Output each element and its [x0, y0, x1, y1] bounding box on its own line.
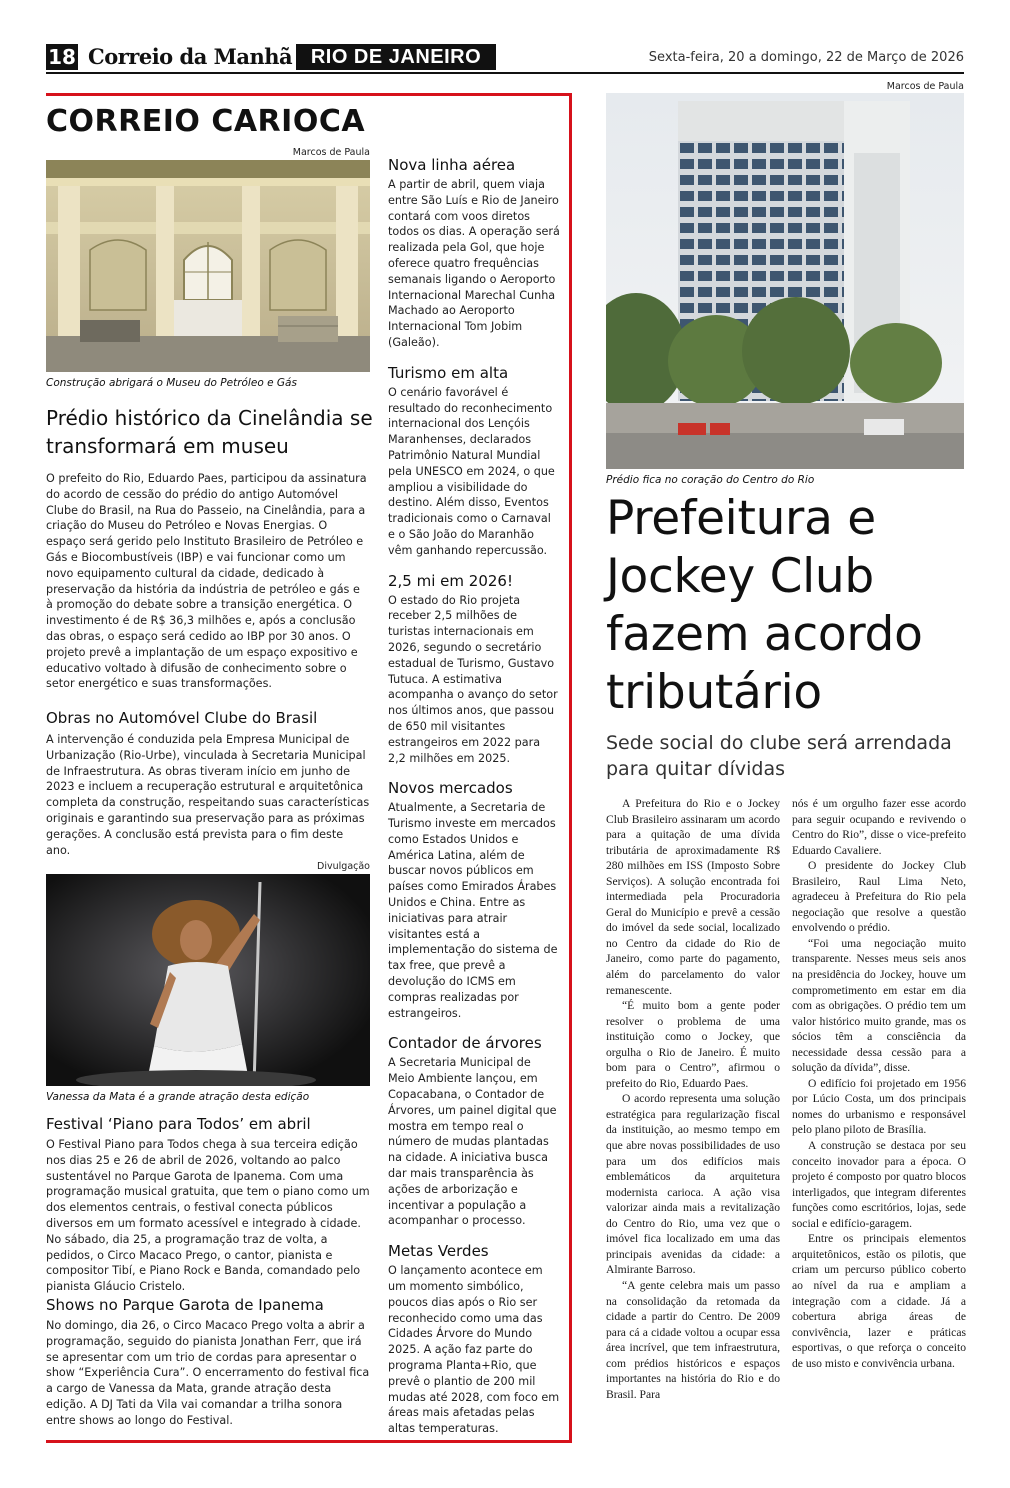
main-headline: Prefeitura e Jockey Club fazem acordo tributário: [606, 491, 923, 720]
article-paragraph: A Prefeitura do Rio e o Jockey Club Brasileiro assinaram um acordo para a quitação de uma dívida tributária de aproximadamente R$ 280 milhões em ISS (Imposto Sobre Serviços). A solução encontrada foi intermediada pela Procuradoria Geral do Município e prevê a cessão do imóvel da sede social, localizado no Centro da cidade do Rio de Janeiro, como parte do pagamento, além do parcelamento do valor remanescente.: [606, 797, 780, 997]
photo-credit: Marcos de Paula: [886, 81, 964, 92]
photo-caption: Vanessa da Mata é a grande atração desta edição: [46, 1091, 310, 1103]
article-paragraph: Entre os principais elementos arquitetônicos, estão os pilotis, que criam um percurso público coberto ao nível da rua e ampliam a integração com a cidade. Já a cobertura abriga áreas de convivência, lazer e práticas esportivas, o que reforça o conceito de uso misto e convivência urbana.: [792, 1232, 966, 1370]
concert-photo: [46, 874, 370, 1086]
main-subtitle: Sede social do clube será arrendada para quitar dívidas: [606, 732, 952, 780]
note-text: O lançamento acontece em um momento simbólico, poucos dias após o Rio ser reconhecido como uma das Cidades Árvore do Mundo 2025. A ação faz parte do programa Planta+Rio, que prevê o plantio de 200 mil mudas até 2028, com foco em áreas mais afetadas pelas altas temperaturas.: [388, 1264, 560, 1436]
header-rule: [46, 72, 964, 74]
page-number: 18: [46, 44, 78, 70]
museum-article-body: O prefeito do Rio, Eduardo Paes, participou da assinatura do acordo de cessão do prédio do antigo Automóvel Clube do Brasil, na Rua do Passeio, na Cinelândia, para a criação do Museu do Petróleo e Novas Energias. O espaço será gerido pelo Instituto Brasileiro de Petróleo e Gás e Biocombustíveis (IBP) e vai funcionar como um novo equipamento cultural da cidade, dedicado à preservação da história da indústria de petróleo e gás e à promoção do debate sobre a transição energética. O investimento é de R$ 36,3 milhões e, após a conclusão das obras, o espaço será cedido ao IBP por 30 anos. O projeto prevê a implantação de um espaço expositivo e educativo voltado à difusão de conhecimento sobre o setor energético e suas transformações.: [46, 472, 367, 691]
article-paragraph: “A gente celebra mais um passo na consolidação da retomada da cidade a partir do Centro. De 2009 para cá a cidade voltou a ocupar essa área incrível, que tem infraestrutura, com prédios históricos e espaços importantes na história do Rio e do Brasil. Para: [606, 1278, 780, 1401]
column-title: CORREIO CARIOCA: [46, 104, 366, 139]
jockey-club-building-photo: [606, 93, 964, 469]
article-paragraph: A construção se destaca por seu conceito inovador para a época. O projeto é composto por quatro blocos interligados, que integram diferentes funções como escritórios, lojas, sede social e edifício-garagem.: [792, 1139, 966, 1230]
note-title: Nova linha aérea: [388, 156, 516, 174]
automovel-clube-body: A intervenção é conduzida pela Empresa Municipal de Urbanização (Rio-Urbe), vinculada à Secretaria Municipal de Infraestrutura. As obras tiveram início em junho de 2023 e incluem a recuperação estrutural e arquitetônica completa da construção, respeitando suas características originais e garantindo sua preservação para as próximas gerações. A conclusão está prevista para o fim deste ano.: [46, 733, 370, 857]
article-paragraph: O edifício foi projetado em 1956 por Lúcio Costa, um dos principais nomes do urbanismo e responsável pelo plano piloto de Brasília.: [792, 1076, 966, 1137]
subhead-automovel-clube: Obras no Automóvel Clube do Brasil: [46, 709, 318, 727]
article-paragraph: “Foi uma negociação muito transparente. Nesses meus seis anos na presidência do Jockey, houve um comprometimento em estar em dia com as obrigações. O prédio tem um valor histórico muito grande, mas os sócios têm a consciência da necessidade dessa cessão para a solução da dívida”, disse.: [792, 936, 966, 1075]
article-column-1: [606, 796, 780, 1402]
column-frame-bottom: [46, 1440, 572, 1443]
singer-illustration: [46, 874, 370, 1086]
note-text: O estado do Rio projeta receber 2,5 milhões de turistas internacionais em 2026, segundo o secretário estadual de Turismo, Gustavo Tutuca. A estimativa acompanha o avanço do setor nos últimos anos, que passou de 650 mil visitantes estrangeiros em 2022 para 2,2 milhões em 2025.: [388, 593, 558, 765]
note-title: Turismo em alta: [388, 363, 509, 382]
article-paragraph: “É muito bom a gente poder resolver o problema de uma instituição como o Jockey, que orgulha o Rio de Janeiro. É muito bom para o Centro”, afirmou o prefeito do Rio, Eduardo Paes.: [606, 999, 780, 1090]
photo-credit: Marcos de Paula: [292, 147, 370, 158]
article-paragraph: nós é um orgulho fazer esse acordo para seguir ocupando e revivendo o Centro do Rio”, disse o vice-prefeito Eduardo Cavaliere.: [792, 797, 966, 857]
note-text: A partir de abril, quem viaja entre São Luís e Rio de Janeiro contará com voos diretos todos os dias. A operação será realizada pela Gol, que hoje oferece quatro frequências semanais ligando o Aeroporto Internacional Marechal Cunha Machado ao Aeroporto Internacional Tom Jobim (Galeão).: [388, 178, 560, 349]
ipanema-shows-body: No domingo, dia 26, o Circo Macaco Prego volta a abrir a programação, seguido do pianista Jonathan Ferr, que irá se apresentar com um trio de cordas para apresentar o show “Experiência Cura”. O encerramento do festival fica a cargo de Vanessa da Mata, grande atração desta edição. A DJ Tati da Vila vai comandar a trilha sonora entre shows ao longo do Festival.: [46, 1319, 370, 1427]
note-text: Atualmente, a Secretaria de Turismo investe em mercados como Estados Unidos e América Latina, além de buscar novos públicos em países como Emirados Árabes Unidos e China. Entre as iniciativas para atrair visitantes está a implementação do sistema de tax free, que prevê a devolução do ICMS em compras realizadas por estrangeiros.: [388, 801, 558, 1020]
photo-credit: Divulgação: [317, 861, 370, 872]
interior-hall-illustration: [46, 160, 370, 372]
column-frame-right: [569, 93, 572, 1443]
office-tower-illustration: [606, 93, 964, 469]
column-frame-top: [46, 93, 572, 96]
article-paragraph: O presidente do Jockey Club Brasileiro, Raul Lima Neto, agradeceu à Prefeitura do Rio pela negociação que resolve a questão envolvendo o prédio.: [792, 859, 966, 935]
article-paragraph: O acordo representa uma solução estratégica para regularização fiscal da instituição, ao mesmo tempo em que abre novas possibilidades de uso para um dos edifícios mais emblemáticos da arquitetura modernista carioca. A ação visa valorizar ainda mais a revitalização do Centro do Rio, uma vez que o imóvel fica localizado em uma das principais avenidas da cidade: a Almirante Barroso.: [606, 1092, 780, 1277]
photo-caption: Construção abrigará o Museu do Petróleo e Gás: [46, 377, 297, 389]
masthead: Correio da Manhã: [88, 44, 293, 69]
photo-caption: Prédio fica no coração do Centro do Rio: [606, 474, 815, 486]
subhead-ipanema-shows: Shows no Parque Garota de Ipanema: [46, 1296, 324, 1314]
piano-festival-body: O Festival Piano para Todos chega à sua terceira edição nos dias 25 e 26 de abril de 2026, voltando ao palco sustentável no Parque Garota de Ipanema. Com uma programação musical gratuita, que tem o piano como um dos elementos centrais, o festival conecta públicos diversos em um formato acessível e integrado à cidade. No sábado, dia 25, a programação traz de volta, a pedidos, o Circo Macaco Prego, o cantor, pianista e compositor Tibí, e Piano Rock e Banda, comandado pelo pianista Gláucio Cristelo.: [46, 1138, 370, 1294]
museum-building-photo: [46, 160, 370, 372]
section-label: RIO DE JANEIRO: [296, 44, 496, 70]
note-title: Contador de árvores: [388, 1034, 542, 1053]
note-title: 2,5 mi em 2026!: [388, 571, 513, 590]
note-text: O cenário favorável é resultado do reconhecimento internacional dos Lençóis Maranhenses, declarados Patrimônio Natural Mundial pela UNESCO em 2024, o que ampliou a visibilidade do destino. Além disso, Eventos tradicionais como o Carnaval e o São João do Maranhão vêm ganhando repercussão.: [388, 385, 555, 557]
note-text: A Secretaria Municipal de Meio Ambiente lançou, em Copacabana, o Contador de Árvores, um painel digital que mostra em tempo real o número de mudas plantadas na cidade. A iniciativa busca dar mais transparência às ações de arborização e incentivar a população a acompanhar o processo.: [388, 1056, 557, 1228]
article-column-2: [792, 796, 966, 1371]
note-title: Novos mercados: [388, 779, 513, 798]
note-title: Metas Verdes: [388, 1242, 489, 1261]
subhead-piano-festival: Festival ‘Piano para Todos’ em abril: [46, 1115, 311, 1133]
issue-date: Sexta-feira, 20 a domingo, 22 de Março de 2026: [648, 50, 964, 65]
news-notes-column: [388, 155, 560, 1437]
museum-headline: Prédio histórico da Cinelândia se transformará em museu: [46, 406, 373, 458]
